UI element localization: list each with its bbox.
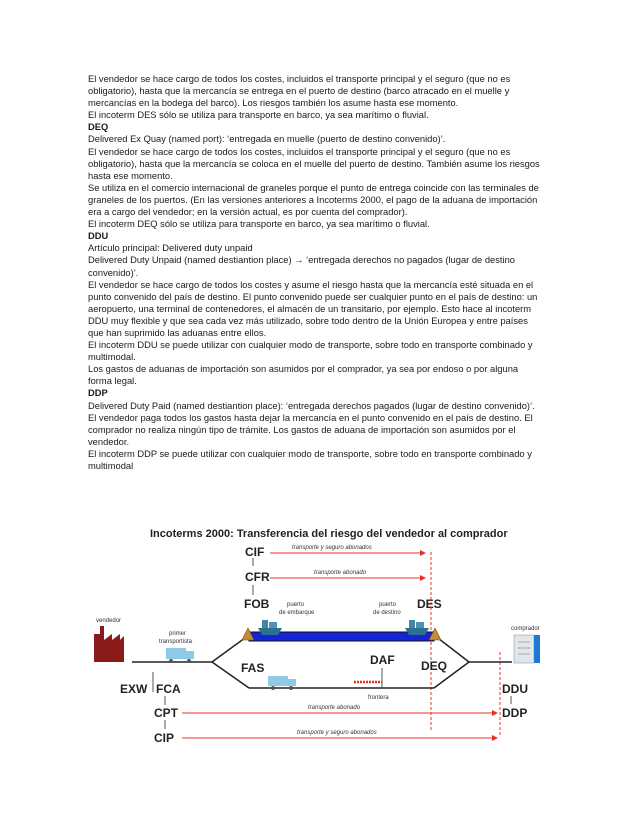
- incoterms-diagram: [92, 522, 552, 757]
- label-primer-2: transportista: [159, 639, 193, 645]
- text-line: obligatorio), hasta que la mercancía se coloca en el muelle del puerto de destino. También asume los riesgos: [88, 158, 540, 169]
- text-line: El vendedor se hace cargo de todos los costes y asume el riesgo hasta que la mercancía esté situada en el: [88, 279, 534, 290]
- text-line: El incoterm DEQ sólo se utiliza para transporte en barco, ya sea marítimo o fluvial.: [88, 219, 430, 230]
- text-line: El vendedor se hace cargo de todos los costes, incluidos el transporte principal y el seguro (que no es: [88, 74, 511, 84]
- document-body: [88, 73, 558, 472]
- label-comprador: comprador: [511, 626, 540, 632]
- text-line: que han suprimido las aduanas entre ellos.: [88, 327, 267, 338]
- term-ddu: DDU: [502, 682, 528, 696]
- warehouse-icon: [514, 635, 540, 663]
- text-line: DDU muy flexible y que sea cada vez más utilizado, sobre todo dentro de la Unión Europea y entre países: [88, 315, 528, 326]
- text-line: convenido)’.: [88, 267, 139, 278]
- text-line: aeropuerto, una terminal de contenedores, el almacén de un transitario, por ejemplo. Esto hace al incoterm: [88, 303, 532, 314]
- label-primer-1: primer: [169, 631, 187, 637]
- arrow-label-cif: transporte y seguro abonados: [292, 545, 372, 551]
- text-line: Delivered Duty Paid (named destiantion place): ‘entregada derechos pagados (lugar de destino convenido)’.: [88, 400, 535, 411]
- text-line: multimodal.: [88, 352, 136, 363]
- text-line: El incoterm DES sólo se utiliza para transporte en barco, ya sea marítimo o fluvial.: [88, 110, 429, 121]
- term-deq: DEQ: [421, 659, 448, 673]
- text-line: Delivered Ex Quay (named port): ‘entregada en muelle (puerto de destino convenido)’.: [88, 134, 446, 145]
- factory-icon: [94, 626, 124, 662]
- term-fca: FCA: [156, 682, 181, 696]
- text-line: El vendedor se hace cargo de todos los costes, incluidos el transporte principal y el seguro (que no es: [88, 146, 511, 157]
- term-fob: FOB: [244, 597, 270, 611]
- label-puerto-embarque-2: de embarque: [279, 610, 315, 616]
- section-heading-ddu: DDU: [88, 231, 109, 242]
- term-daf: DAF: [370, 653, 395, 667]
- ship-destino-icon: [405, 620, 429, 635]
- text-line: punto convenido del país de destino. El punto convenido puede ser cualquier punto en el país de destino: un: [88, 291, 538, 302]
- arrow-label-cip: transporte y seguro abonados: [297, 730, 377, 736]
- text-line: vendedor.: [88, 436, 130, 447]
- label-frontera: frontera: [368, 695, 389, 701]
- text-line: hasta ese momento.: [88, 170, 173, 181]
- term-ddp: DDP: [502, 706, 528, 720]
- text-line: Artículo principal: Delivered duty unpaid: [88, 243, 253, 254]
- incoterms-diagram-svg: [92, 522, 552, 752]
- text-line: multimodal: [88, 461, 134, 471]
- text-line: El vendedor paga todos los gastos hasta dejar la mercancía en el punto convenido en el país de destino. El: [88, 412, 533, 423]
- term-cip: CIP: [154, 731, 175, 745]
- text-line: graneles de los puertos. (En las versiones anteriores a Incoterms 2000, el pago de la aduana de importación: [88, 194, 538, 205]
- truck-primer-icon: [166, 648, 194, 663]
- label-puerto-embarque-1: puerto: [287, 602, 305, 608]
- section-heading-deq: DEQ: [88, 122, 109, 133]
- text-line: El incoterm DDU se puede utilizar con cualquier modo de transporte, sobre todo en transporte combinado y: [88, 340, 533, 351]
- text-line: comprador no realiza ningún tipo de trámite. Los gastos de aduana de importación son asumidos por el: [88, 424, 516, 435]
- arrow-label-cfr: transporte abonado: [314, 570, 367, 576]
- text-line: Los gastos de aduanas de importación son asumidos por el comprador, ya sea por endoso o por alguna: [88, 364, 519, 375]
- text-line: Se utiliza en el comercio internacional de graneles porque el punto de entrega coincide con las terminales de: [88, 182, 539, 193]
- term-cpt: CPT: [154, 706, 178, 720]
- section-heading-ddp: DDP: [88, 388, 108, 399]
- arrow-label-cpt: transporte abonado: [308, 705, 361, 711]
- label-puerto-destino-2: de destino: [373, 610, 401, 616]
- text-line: Delivered Duty Unpaid (named destiantion place) → ‘entregada derechos no pagados (lugar de destino: [88, 255, 515, 266]
- text-line: mercancías en la bodega del barco). Los riesgos también los asume hasta ese momento.: [88, 98, 459, 109]
- label-puerto-destino-1: puerto: [379, 602, 397, 608]
- term-des: DES: [417, 597, 442, 611]
- ship-embarque-icon: [258, 620, 282, 635]
- diagram-title: Incoterms 2000: Transferencia del riesgo del vendedor al comprador: [150, 528, 508, 540]
- term-exw: EXW: [120, 682, 148, 696]
- text-line: era a cargo del vendedor; en la versión actual, es por cuenta del comprador).: [88, 207, 408, 218]
- term-cif: CIF: [245, 545, 265, 559]
- text-line: forma legal.: [88, 376, 137, 387]
- term-fas: FAS: [241, 661, 265, 675]
- label-vendedor: vendedor: [96, 618, 122, 624]
- term-cfr: CFR: [245, 570, 270, 584]
- text-line: El incoterm DDP se puede utilizar con cualquier modo de transporte, sobre todo en transporte combinado y: [88, 448, 532, 459]
- text-line: obligatorio), hasta que la mercancía se entrega en el puerto de destino (barco atracado en el muelle y: [88, 86, 510, 97]
